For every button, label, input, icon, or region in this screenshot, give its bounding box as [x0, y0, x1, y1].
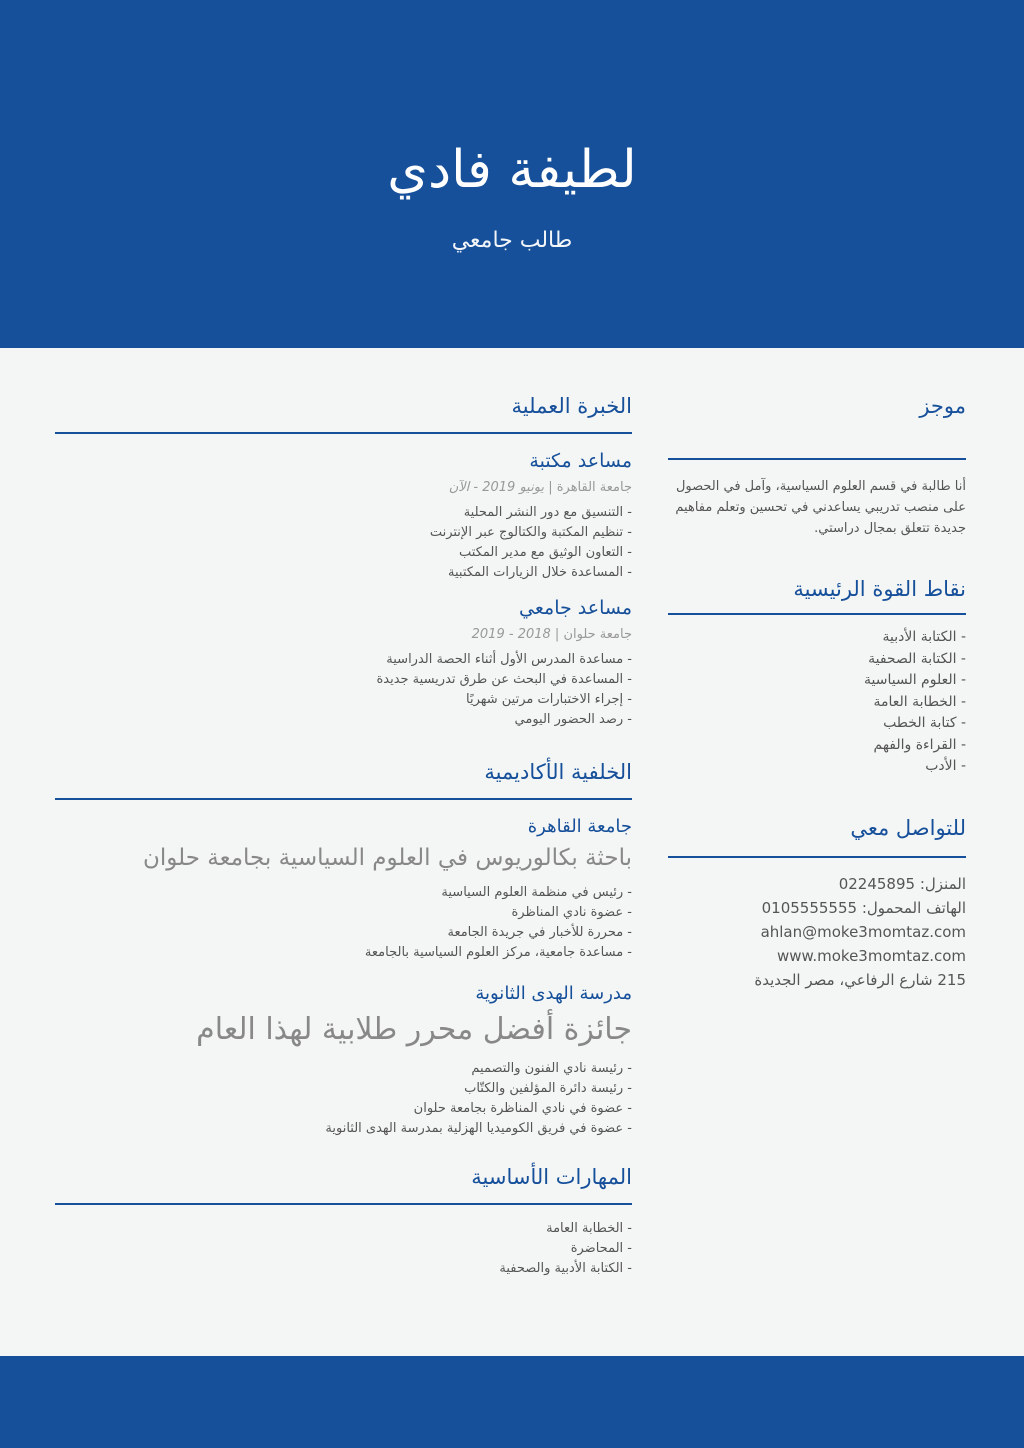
main-column [55, 390, 632, 1279]
school-entry [55, 983, 632, 1139]
sidebar-column [668, 390, 966, 992]
school-name: جامعة القاهرة [527, 816, 632, 837]
website-link[interactable]: www.moke3momtaz.com [776, 946, 966, 965]
list-item: - العلوم السياسية [864, 672, 966, 688]
contact-details [668, 872, 966, 992]
strengths-divider [668, 613, 966, 615]
summary-text: أنا طالبة في قسم العلوم السياسية، وآمل في الحصول على منصب تدريبي يساعدني في تحسين وتعلم مفاهيم جديدة تتعلق بمجال دراستي. [675, 479, 966, 536]
list-item: - الخطابة العامة [546, 1221, 632, 1236]
job-meta [55, 480, 632, 495]
skills-divider [55, 1203, 632, 1205]
list-item: - إجراء الاختبارات مرتين شهريًا [466, 692, 632, 707]
list-item: - عضوة في فريق الكوميديا الهزلية بمدرسة الهدى الثانوية [325, 1121, 632, 1136]
strengths-heading: نقاط القوة الرئيسية [793, 577, 966, 601]
list-item: - رئيسة نادي الفنون والتصميم [471, 1061, 632, 1076]
list-item: - مساعدة المدرس الأول أثناء الحصة الدراسية [386, 652, 632, 667]
education-section [55, 760, 632, 1139]
list-item: - عضوة في نادي المناظرة بجامعة حلوان [413, 1101, 632, 1116]
school-activities [55, 1059, 632, 1139]
list-item: - تنظيم المكتبة والكتالوج عبر الإنترنت [429, 525, 632, 540]
list-item: - مساعدة جامعية، مركز العلوم السياسية بالجامعة [364, 945, 632, 960]
contact-section [668, 816, 966, 992]
school-entry [55, 816, 632, 963]
job-org: جامعة حلوان | [550, 627, 632, 642]
job-date: 2018 - 2019 [471, 627, 551, 642]
list-item: - الكتابة الصحفية [868, 650, 966, 667]
school-name: مدرسة الهدى الثانوية [475, 983, 632, 1004]
candidate-name: لطيفة فادي [387, 140, 637, 200]
address: 215 شارع الرفاعي، مصر الجديدة [754, 970, 966, 989]
strengths-list [668, 627, 966, 778]
home-phone: المنزل: 02245895 [838, 874, 966, 893]
experience-divider [55, 432, 632, 434]
list-item: - الخطابة العامة [873, 693, 966, 710]
skills-heading: المهارات الأساسية [471, 1165, 632, 1189]
list-item: - كتابة الخطب [883, 715, 966, 731]
school-award: جائزة أفضل محرر طلابية لهذا العام [196, 1012, 632, 1047]
list-item: - رصد الحضور اليومي [514, 712, 632, 727]
candidate-title: طالب جامعي [451, 228, 573, 253]
school-activities [55, 883, 632, 963]
experience-section [55, 390, 632, 730]
job-duties [55, 503, 632, 583]
skills-section [55, 1165, 632, 1279]
job-date: يونيو 2019 - الآن [448, 480, 545, 495]
list-item: - المحاضرة [570, 1241, 632, 1256]
summary-divider [668, 458, 966, 460]
strengths-section [668, 577, 966, 778]
job-org: جامعة القاهرة | [544, 480, 632, 495]
list-item: - المساعدة خلال الزيارات المكتبية [448, 565, 632, 580]
skills-list [55, 1219, 632, 1279]
school-degree: باحثة بكالوريوس في العلوم السياسية بجامعة حلوان [142, 845, 632, 871]
list-item: - الأدب [925, 758, 966, 774]
list-item: - محررة للأخبار في جريدة الجامعة [447, 925, 632, 940]
list-item: - التعاون الوثيق مع مدير المكتب [459, 545, 632, 560]
list-item: - رئيس في منظمة العلوم السياسية [441, 885, 632, 900]
list-item: - المساعدة في البحث عن طرق تدريسية جديدة [376, 672, 632, 687]
summary-section [668, 390, 966, 539]
list-item: - الكتابة الأدبية [882, 629, 966, 645]
list-item: - عضوة نادي المناظرة [511, 905, 632, 920]
job-title: مساعد جامعي [519, 597, 632, 619]
list-item: - القراءة والفهم [873, 736, 966, 753]
education-heading: الخلفية الأكاديمية [484, 760, 632, 784]
list-item: - الكتابة الأدبية والصحفية [499, 1261, 632, 1276]
education-divider [55, 798, 632, 800]
email-link[interactable]: ahlan@moke3momtaz.com [760, 922, 966, 941]
contact-divider [668, 856, 966, 858]
list-item: - التنسيق مع دور النشر المحلية [463, 505, 632, 520]
job-meta [55, 627, 632, 642]
job-entry [55, 597, 632, 730]
list-item: - رئيسة دائرة المؤلفين والكتّاب [464, 1081, 632, 1096]
mobile-phone: الهاتف المحمول: 0105555555 [761, 898, 966, 917]
contact-heading: للتواصل معي [850, 815, 966, 840]
summary-heading: موجز [919, 394, 966, 418]
header-banner [0, 0, 1024, 348]
experience-heading: الخبرة العملية [511, 394, 632, 418]
footer-banner [0, 1356, 1024, 1448]
job-duties [55, 650, 632, 730]
job-title: مساعد مكتبة [529, 450, 632, 472]
job-entry [55, 450, 632, 583]
